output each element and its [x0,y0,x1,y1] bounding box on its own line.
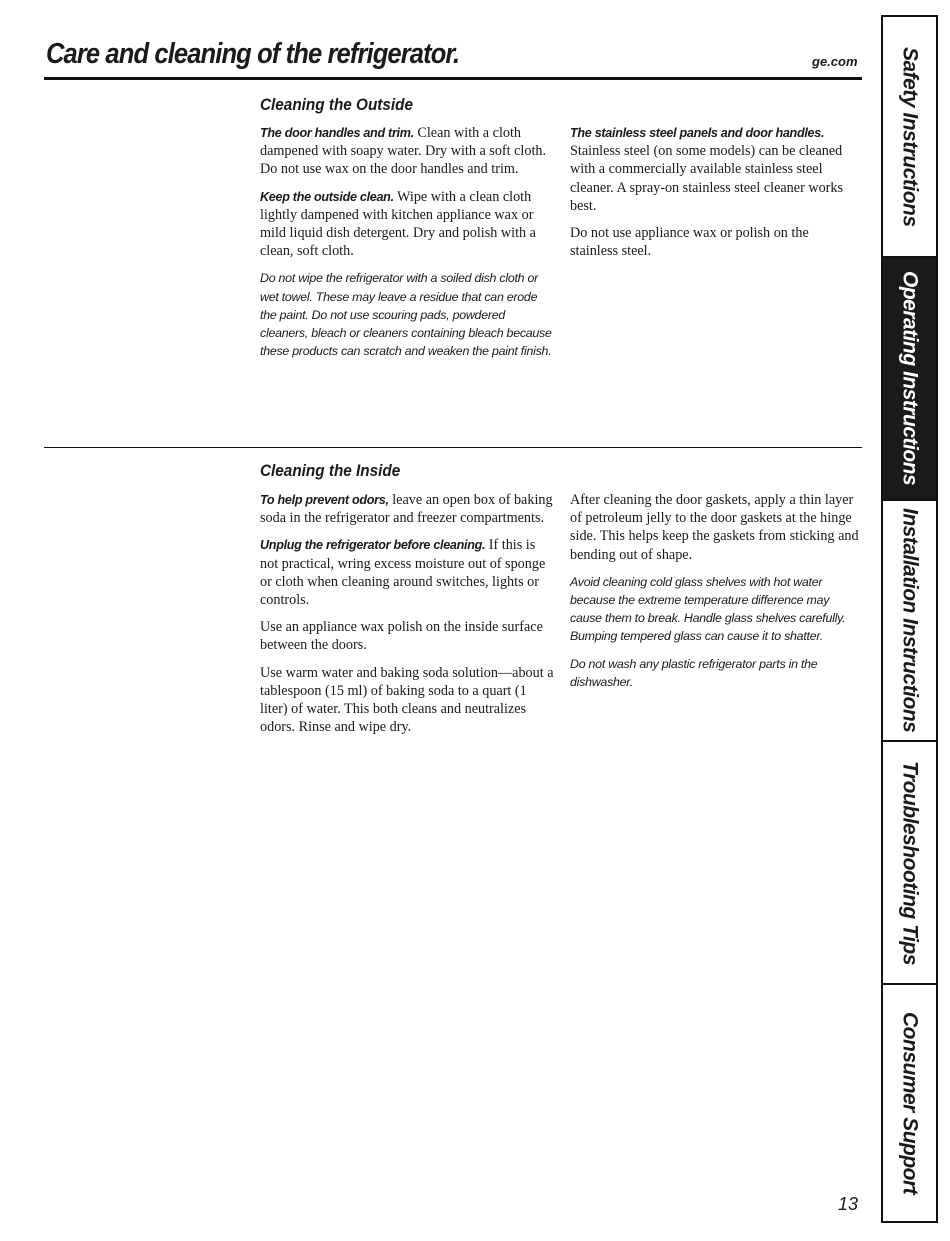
outside-right-column [570,124,860,269]
paragraph-lead: To help prevent odors, [260,493,389,507]
page-title: Care and cleaning of the refrigerator. [46,38,460,70]
paragraph-lead: The door handles and trim. [260,126,414,140]
paragraph [260,491,556,527]
inside-right-column [570,491,860,700]
page-number: 13 [838,1194,859,1214]
tab-label: Troubleshooting Tips [898,760,922,965]
tab-label: Safety Instructions [898,46,922,227]
inside-left-column [260,491,556,745]
tab-label: Operating Instructions [898,271,922,486]
caution-note: Avoid cleaning cold glass shelves with hot water because the extreme temperature difference may cause them to break. Handle glass shelves carefully. Bumping tempered glass can cause it to shatter. [570,574,846,644]
paragraph-text: Use an appliance wax polish on the inside surface between the doors. [260,619,543,654]
inside-heading: Cleaning the Inside [260,461,401,480]
site-link[interactable]: ge.com [812,54,858,69]
tab-label: Consumer Support [898,1011,922,1195]
paragraph-text: If this is not practical, wring excess moisture out of sponge or cloth when cleaning around switches, lights or controls. [260,537,546,609]
paragraph [260,124,556,179]
paragraph [260,664,556,737]
paragraph-text: Use warm water and baking soda solution—about a tablespoon (15 ml) of baking soda to a quart (1 liter) of water. This both cleans and neutralizes odors. Rinse and wipe dry. [260,664,554,736]
paragraph [570,224,860,260]
caution-note: Do not wash any plastic refrigerator parts in the dishwasher. [570,656,818,689]
paragraph [260,536,556,609]
paragraph-text: Clean with a cloth dampened with soapy water. Dry with a soft cloth. Do not use wax on the door handles and trim. [260,125,547,178]
caution-note: Do not wipe the refrigerator with a soiled dish cloth or wet towel. These may leave a residue that can erode the paint. Do not use scouring pads, powdered cleaners, bleach or cleaners containing bleach because these products can scratch and weaken the paint finish. [260,271,552,359]
header-rule [44,77,862,80]
paragraph-text: Do not use appliance wax or polish on the stainless steel. [570,225,809,260]
paragraph: After cleaning the door gaskets, apply a thin layer of petroleum jelly to the door gaskets at the hinge side. This helps keep the gaskets from sticking and bending out of shape. [570,492,859,563]
tab-installation-instructions[interactable] [883,501,936,742]
tab-troubleshooting-tips[interactable] [883,742,936,985]
paragraph [570,124,860,215]
paragraph [260,618,556,654]
paragraph-text: leave an open box of baking soda in the refrigerator and freezer compartments. [260,492,553,527]
tab-operating-instructions[interactable] [883,258,936,501]
section-tabs [881,15,938,1223]
paragraph-lead: The stainless steel panels and door handles. [570,126,825,140]
section-divider [44,447,862,448]
tab-label: Installation Instructions [898,508,922,733]
outside-heading: Cleaning the Outside [260,95,414,114]
paragraph-lead: Keep the outside clean. [260,189,394,204]
paragraph [260,188,556,261]
paragraph-text: Wipe with a clean cloth lightly dampened with kitchen appliance wax or mild liquid dish detergent. Dry and polish with a clean, soft cloth. [260,188,536,260]
tab-consumer-support[interactable] [883,985,936,1221]
tab-safety-instructions[interactable] [883,17,936,258]
paragraph-text: Stainless steel (on some models) can be cleaned with a commercially available stainless steel cleaner. A spray-on stainless steel cleaner works best. [570,143,844,214]
outside-left-column [260,124,556,369]
paragraph-lead: Unplug the refrigerator before cleaning. [260,538,486,553]
